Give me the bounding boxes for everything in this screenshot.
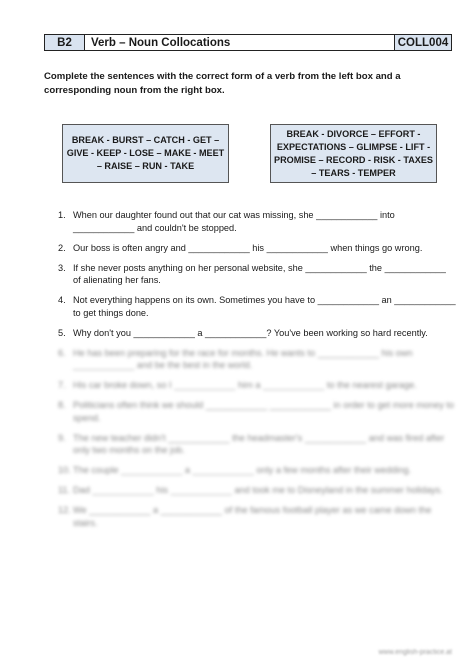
list-item: 11. Dad ____________ his ____________ and took me to Disneyland in the summer holidays. [58,485,443,495]
list-item: 5. Why don't you ____________ a ____________? You've been working so hard recently. [58,327,428,338]
verb-box [62,124,229,183]
list-item: 1. When our daughter found out that our cat was missing, she ____________ into ____________ and couldn't be stopped. [58,210,395,233]
noun-list: BREAK - DIVORCE – EFFORT - EXPECTATIONS – GLIMPSE - LIFT - PROMISE – RECORD - RISK - TAXES – TEARS - TEMPER [274,128,433,178]
list-item: 7. His car broke down, so I ____________ him a ____________ to the nearest garage. [58,380,417,390]
exercise-list [58,209,456,537]
list-item: 10. The couple ____________ a ____________ only a few months after their wedding. [58,465,412,475]
list-item: 6. He has been preparing for the race for months. He wants to ____________ his own ____________ and be the best in the world. [58,347,413,370]
level-badge: B2 [45,35,85,50]
instructions: Complete the sentences with the correct form of a verb from the left box and a corresponding noun from the right box. [44,71,401,96]
list-item: 2. Our boss is often angry and ____________ his ____________ when things go wrong. [58,242,423,253]
list-item: 9. The new teacher didn't ____________ the headmaster's ____________ and was fired after only two months on the job. [58,432,445,455]
noun-box [270,124,437,183]
list-item: 8. Politicians often think we should ____________ ____________ in order to get more money to spend. [58,400,455,423]
list-item: 4. Not everything happens on its own. Sometimes you have to ____________ an ____________ to get things done. [58,295,456,318]
worksheet-title: Verb – Noun Collocations [91,36,231,49]
worksheet-code: COLL004 [394,35,451,50]
list-item: 3. If she never posts anything on her personal website, she ____________ the ____________ of alienating her fans. [58,262,446,285]
worksheet-header [44,34,452,51]
footer-url: www.english-practice.at [378,649,452,656]
list-item: 12. We ____________ a ____________ of the famous football player as we came down the stairs. [58,505,432,528]
verb-list: BREAK - BURST – CATCH - GET – GIVE - KEEP - LOSE – MAKE - MEET – RAISE – RUN - TAKE [66,135,225,171]
